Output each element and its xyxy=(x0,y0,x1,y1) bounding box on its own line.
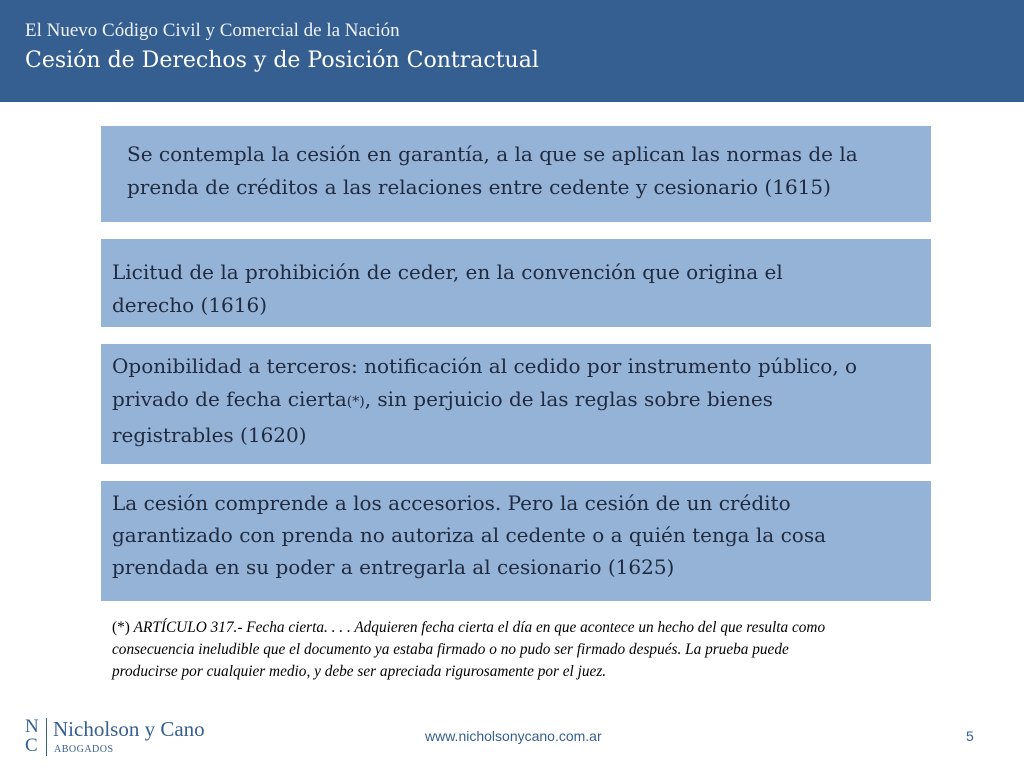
box-text-line-with-mark xyxy=(112,383,911,419)
footnote-articulo-317 xyxy=(112,617,927,683)
box-text-line: garantizado con prenda no autoriza al cedente o a quién tenga la cosa xyxy=(112,523,827,547)
website-url: www.nicholsonycano.com.ar xyxy=(425,728,602,744)
slide-header xyxy=(0,0,1024,102)
content-box-prohibicion-ceder xyxy=(101,239,931,327)
footnote-mark: (*) xyxy=(112,619,134,636)
page-number: 5 xyxy=(966,728,974,744)
logo-monogram-c: C xyxy=(25,735,38,756)
logo-subtitle: ABOGADOS xyxy=(54,744,114,755)
content-box-oponibilidad xyxy=(101,344,931,464)
content-box-accesorios xyxy=(101,481,931,601)
logo-name: Nicholson y Cano xyxy=(53,717,205,741)
footnote-line: consecuencia ineludible que el documento ya estaba firmado o no pudo ser firmado después. La prueba puede xyxy=(112,641,789,658)
footnote-text: ARTÍCULO 317.- Fecha cierta. . . . Adquieren fecha cierta el día en que acontece un hecho del que resulta como xyxy=(133,619,826,636)
footnote-reference-mark: (*) xyxy=(346,394,365,410)
box-text-line: derecho (1616) xyxy=(112,293,268,317)
logo-monogram xyxy=(25,717,41,755)
box-text-fragment: privado de fecha cierta xyxy=(112,387,347,411)
box-text-line: registrables (1620) xyxy=(112,423,307,447)
content-box-cesion-garantia xyxy=(101,126,931,222)
footnote-line: producirse por cualquier medio, y debe ser apreciada rigurosamente por el juez. xyxy=(112,663,607,680)
box-text-line: Oponibilidad a terceros: notificación al cedido por instrumento público, o xyxy=(112,354,858,378)
box-text-line: prendada en su poder a entregarla al cesionario (1625) xyxy=(112,555,675,579)
logo-divider xyxy=(46,718,47,756)
box-text-line: Licitud de la prohibición de ceder, en la convención que origina el xyxy=(112,260,783,284)
box-text-fragment: , sin perjuicio de las reglas sobre bienes xyxy=(364,387,773,411)
box-text-line: La cesión comprende a los accesorios. Pero la cesión de un crédito xyxy=(112,491,791,515)
box-text-line: Se contempla la cesión en garantía, a la que se aplican las normas de la xyxy=(127,142,858,166)
footnote-line xyxy=(112,617,927,639)
slide-supertitle: El Nuevo Código Civil y Comercial de la Nación xyxy=(25,20,400,41)
logo-monogram-n: N xyxy=(25,716,39,737)
slide-title: Cesión de Derechos y de Posición Contractual xyxy=(25,48,539,73)
box-text-line: prenda de créditos a las relaciones entre cedente y cesionario (1615) xyxy=(127,175,831,199)
